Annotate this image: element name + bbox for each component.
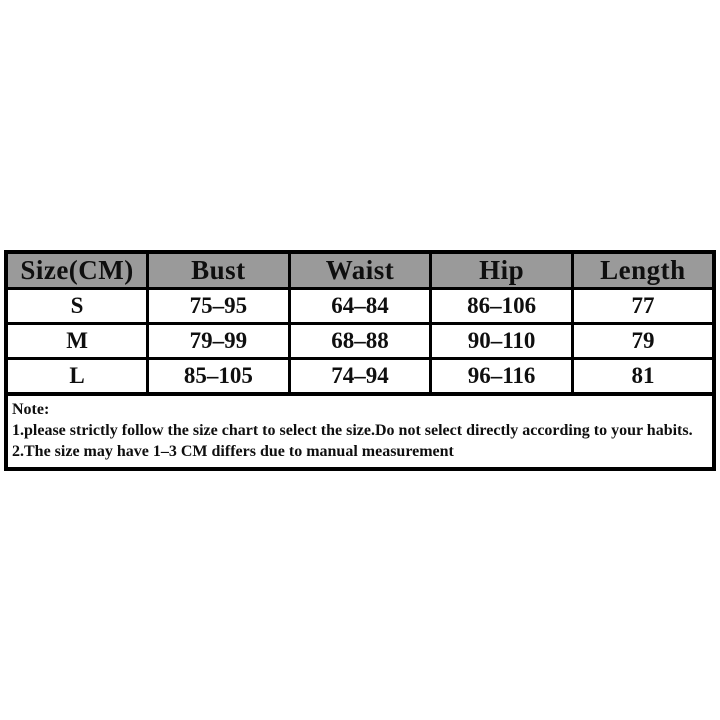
bust-value: 85–105 [148,359,290,395]
size-label: M [6,324,148,359]
header-row [6,252,714,289]
size-label: S [6,289,148,324]
length-value: 77 [572,289,714,324]
table-row-size-s [6,289,714,324]
note-box [4,396,716,471]
waist-value: 64–84 [289,289,431,324]
col-header-waist: Waist [289,252,431,289]
size-label: L [6,359,148,395]
bust-value: 75–95 [148,289,290,324]
size-chart-table [4,250,716,396]
hip-value: 86–106 [431,289,573,324]
note-title: Note: [12,401,50,418]
note-line-2: 2.The size may have 1–3 CM differs due to manual measurement [12,443,454,460]
waist-value: 68–88 [289,324,431,359]
waist-value: 74–94 [289,359,431,395]
col-header-hip: Hip [431,252,573,289]
col-header-length: Length [572,252,714,289]
table-row-size-l [6,359,714,395]
col-header-size: Size(CM) [6,252,148,289]
length-value: 79 [572,324,714,359]
size-chart-block [4,250,716,471]
hip-value: 90–110 [431,324,573,359]
col-header-bust: Bust [148,252,290,289]
note-line-1: 1.please strictly follow the size chart to select the size.Do not select directly according to your habits. [12,422,693,439]
bust-value: 79–99 [148,324,290,359]
length-value: 81 [572,359,714,395]
hip-value: 96–116 [431,359,573,395]
table-row-size-m [6,324,714,359]
